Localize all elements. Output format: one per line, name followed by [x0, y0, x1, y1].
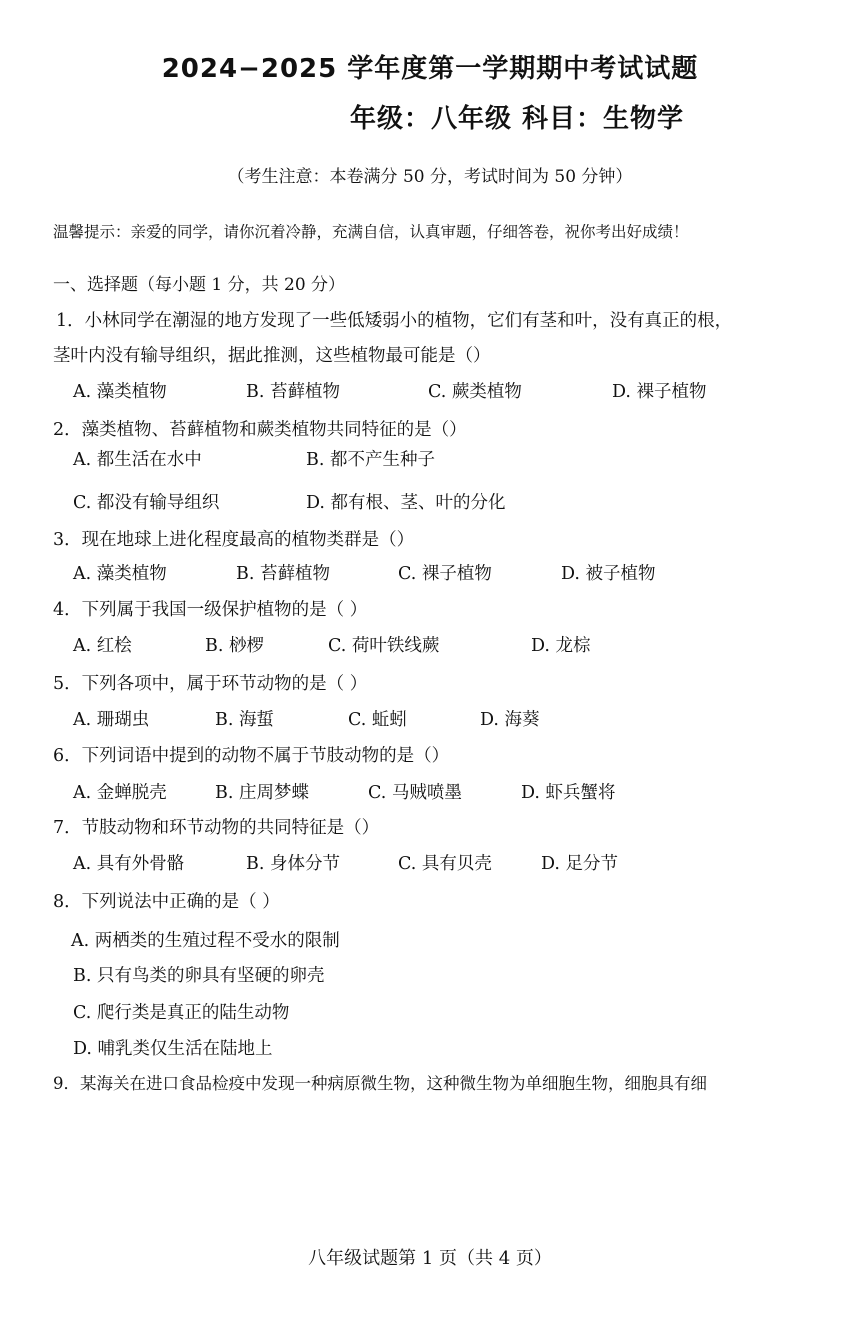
question-6-option-a: A. 金蝉脱壳 — [73, 783, 167, 803]
exam-title: 2024−2025 学年度第一学期期中考试试题 — [161, 54, 699, 84]
question-9-line-1: 9．某海关在进口食品检疫中发现一种病原微生物，这种微生物为单细胞生物，细胞具有细 — [53, 1074, 707, 1093]
warm-tip: 温馨提示：亲爱的同学，请你沉着冷静，充满自信，认真审题，仔细答卷，祝你考出好成绩！ — [53, 223, 689, 241]
question-8-option-d: D. 哺乳类仅生活在陆地上 — [73, 1039, 273, 1059]
section-title: 一、选择题（每小题 1 分，共 20 分） — [53, 275, 346, 295]
question-5-line-1: 5．下列各项中，属于环节动物的是（ ） — [53, 674, 368, 694]
question-1-option-b: B. 苔藓植物 — [246, 382, 340, 402]
question-3-option-c: C. 裸子植物 — [398, 564, 492, 584]
question-2-option-d: D. 都有根、茎、叶的分化 — [306, 493, 506, 513]
page-footer: 八年级试题第 1 页（共 4 页） — [308, 1248, 552, 1269]
question-4-option-c: C. 荷叶铁线蕨 — [328, 636, 440, 656]
question-3-line-1: 3．现在地球上进化程度最高的植物类群是（） — [53, 530, 415, 550]
question-2-line-1: 2．藻类植物、苔藓植物和蕨类植物共同特征的是（） — [53, 420, 467, 440]
question-2-option-c: C. 都没有输导组织 — [73, 493, 220, 513]
question-1-option-d: D. 裸子植物 — [612, 382, 707, 402]
question-1-option-a: A. 藻类植物 — [73, 382, 167, 402]
question-2-option-a: A. 都生活在水中 — [73, 450, 202, 470]
question-7-option-b: B. 身体分节 — [246, 854, 340, 874]
question-6-option-c: C. 马贼喷墨 — [368, 783, 462, 803]
question-3-option-d: D. 被子植物 — [561, 564, 656, 584]
question-5-option-c: C. 蚯蚓 — [348, 710, 407, 730]
grade-subject: 年级：八年级 科目：生物学 — [350, 104, 685, 134]
question-1-line-2: 茎叶内没有输导组织，据此推测，这些植物最可能是（） — [53, 346, 491, 366]
question-4-option-b: B. 桫椤 — [205, 636, 264, 656]
question-4-option-a: A. 红桧 — [73, 636, 132, 656]
question-3-option-b: B. 苔藓植物 — [236, 564, 330, 584]
question-1-line-1: 1．小林同学在潮湿的地方发现了一些低矮弱小的植物，它们有茎和叶，没有真正的根， — [56, 311, 733, 331]
question-7-option-d: D. 足分节 — [541, 854, 619, 874]
question-5-option-d: D. 海葵 — [480, 710, 540, 730]
question-8-option-c: C. 爬行类是真正的陆生动物 — [73, 1003, 290, 1023]
question-2-option-b: B. 都不产生种子 — [306, 450, 435, 470]
question-8-option-b: B. 只有鸟类的卵具有坚硬的卵壳 — [73, 966, 325, 986]
question-5-option-a: A. 珊瑚虫 — [73, 710, 150, 730]
question-5-option-b: B. 海蜇 — [215, 710, 274, 730]
question-7-option-a: A. 具有外骨骼 — [73, 854, 185, 874]
question-3-option-a: A. 藻类植物 — [73, 564, 167, 584]
question-6-option-d: D. 虾兵蟹将 — [521, 783, 616, 803]
exam-notice: （考生注意：本卷满分 50 分，考试时间为 50 分钟） — [227, 167, 633, 187]
question-4-option-d: D. 龙棕 — [531, 636, 591, 656]
question-6-option-b: B. 庄周梦蝶 — [215, 783, 309, 803]
question-7-line-1: 7．节肢动物和环节动物的共同特征是（） — [53, 818, 380, 838]
question-4-line-1: 4．下列属于我国一级保护植物的是（ ） — [53, 600, 368, 620]
question-8-line-1: 8．下列说法中正确的是（ ） — [53, 892, 280, 912]
question-8-option-a: A. 两栖类的生殖过程不受水的限制 — [71, 931, 340, 951]
question-6-line-1: 6．下列词语中提到的动物不属于节肢动物的是（） — [53, 746, 450, 766]
question-7-option-c: C. 具有贝壳 — [398, 854, 492, 874]
question-1-option-c: C. 蕨类植物 — [428, 382, 522, 402]
